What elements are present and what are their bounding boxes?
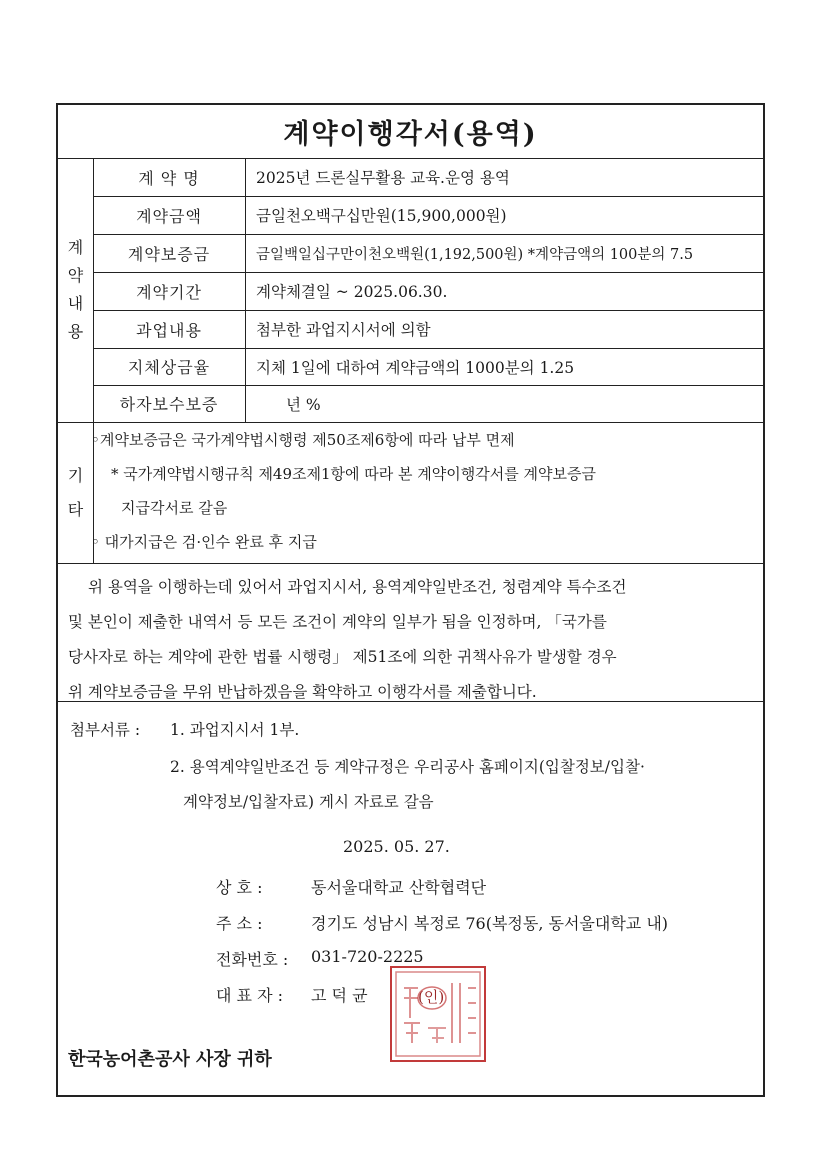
table-row bbox=[93, 310, 763, 349]
address-label: 주 소 : bbox=[216, 914, 263, 933]
attach-label: 첨부서류 : bbox=[70, 721, 141, 739]
document-frame bbox=[56, 103, 765, 1097]
company-name-label: 상 호 : bbox=[216, 878, 263, 897]
table-row bbox=[93, 234, 763, 273]
row-label: 지체상금율 bbox=[93, 348, 246, 385]
row-label: 계 약 명 bbox=[93, 158, 246, 196]
row-value: 계약체결일 ~ 2025.06.30. bbox=[256, 283, 448, 301]
company-phone: 031-720-2225 bbox=[311, 947, 424, 966]
pledge-line: 및 본인이 제출한 내역서 등 모든 조건이 계약의 일부가 됨을 인정하며, 「국가를 bbox=[68, 613, 607, 631]
row-value: 2025년 드론실무활용 교육.운영 용역 bbox=[256, 169, 510, 187]
representative-name: 고 덕 균 bbox=[311, 986, 368, 1005]
table-row bbox=[93, 348, 763, 386]
company-seal-stamp bbox=[390, 966, 486, 1062]
section-label-etc-text: 기타 bbox=[67, 466, 84, 519]
seal-mark: (인) bbox=[418, 988, 445, 1006]
row-value: 금일백일십구만이천오백원(1,192,500원) *계약금액의 100분의 7.5 bbox=[256, 246, 694, 263]
seal-graphic bbox=[392, 968, 484, 1060]
table-row bbox=[93, 272, 763, 311]
document-title: 계약이행각서(용역) bbox=[283, 119, 538, 150]
etc-line: 지급각서로 갈음 bbox=[121, 499, 228, 517]
etc-line: ◦ 대가지급은 검·인수 완료 후 지급 bbox=[91, 533, 317, 551]
company-address: 경기도 성남시 복정로 76(복정동, 동서울대학교 내) bbox=[311, 914, 669, 933]
row-label: 계약금액 bbox=[93, 196, 246, 234]
representative-label: 대 표 자 : bbox=[216, 986, 284, 1005]
attach-item: 계약정보/입찰자료) 게시 자료로 갈음 bbox=[183, 793, 434, 811]
divider bbox=[58, 701, 763, 702]
row-value: 년 % bbox=[286, 395, 321, 414]
row-label: 하자보수보증 bbox=[93, 385, 246, 422]
row-label: 계약기간 bbox=[93, 272, 246, 310]
phone-label: 전화번호 : bbox=[216, 950, 289, 969]
attach-item: 1. 과업지시서 1부. bbox=[170, 721, 300, 739]
row-value: 금일천오백구십만원(15,900,000원) bbox=[256, 207, 507, 225]
pledge-line: 당사자로 하는 계약에 관한 법률 시행령」 제51조에 의한 귀책사유가 발생할 경우 bbox=[68, 648, 617, 666]
title-row bbox=[58, 105, 763, 159]
etc-line: * 국가계약법시행규칙 제49조제1항에 따라 본 계약이행각서를 계약보증금 bbox=[111, 465, 596, 483]
section-label-contract-text: 계약내용 bbox=[67, 238, 84, 341]
pledge-line: 위 계약보증금을 무위 반납하겠음을 확약하고 이행각서를 제출합니다. bbox=[68, 683, 537, 701]
table-row bbox=[93, 158, 763, 197]
attach-item: 2. 용역계약일반조건 등 계약규정은 우리공사 홈페이지(입찰정보/입찰· bbox=[170, 758, 645, 776]
divider bbox=[58, 563, 763, 564]
recipient: 한국농어촌공사 사장 귀하 bbox=[68, 1049, 272, 1070]
row-label: 계약보증금 bbox=[93, 234, 246, 272]
submission-date: 2025. 05. 27. bbox=[343, 837, 450, 856]
divider bbox=[58, 422, 763, 423]
row-value: 첨부한 과업지시서에 의함 bbox=[256, 321, 431, 339]
company-name: 동서울대학교 산학협력단 bbox=[311, 878, 487, 897]
section-label-etc bbox=[58, 423, 94, 563]
row-label: 과업내용 bbox=[93, 310, 246, 348]
table-row bbox=[93, 385, 763, 422]
row-value: 지체 1일에 대하여 계약금액의 1000분의 1.25 bbox=[256, 358, 575, 377]
table-row bbox=[93, 196, 763, 235]
pledge-line: 위 용역을 이행하는데 있어서 과업지시서, 용역계약일반조건, 청렴계약 특수조건 bbox=[88, 578, 627, 596]
section-label-contract bbox=[58, 158, 94, 422]
etc-line: ◦계약보증금은 국가계약법시행령 제50조제6항에 따라 납부 면제 bbox=[91, 431, 515, 449]
